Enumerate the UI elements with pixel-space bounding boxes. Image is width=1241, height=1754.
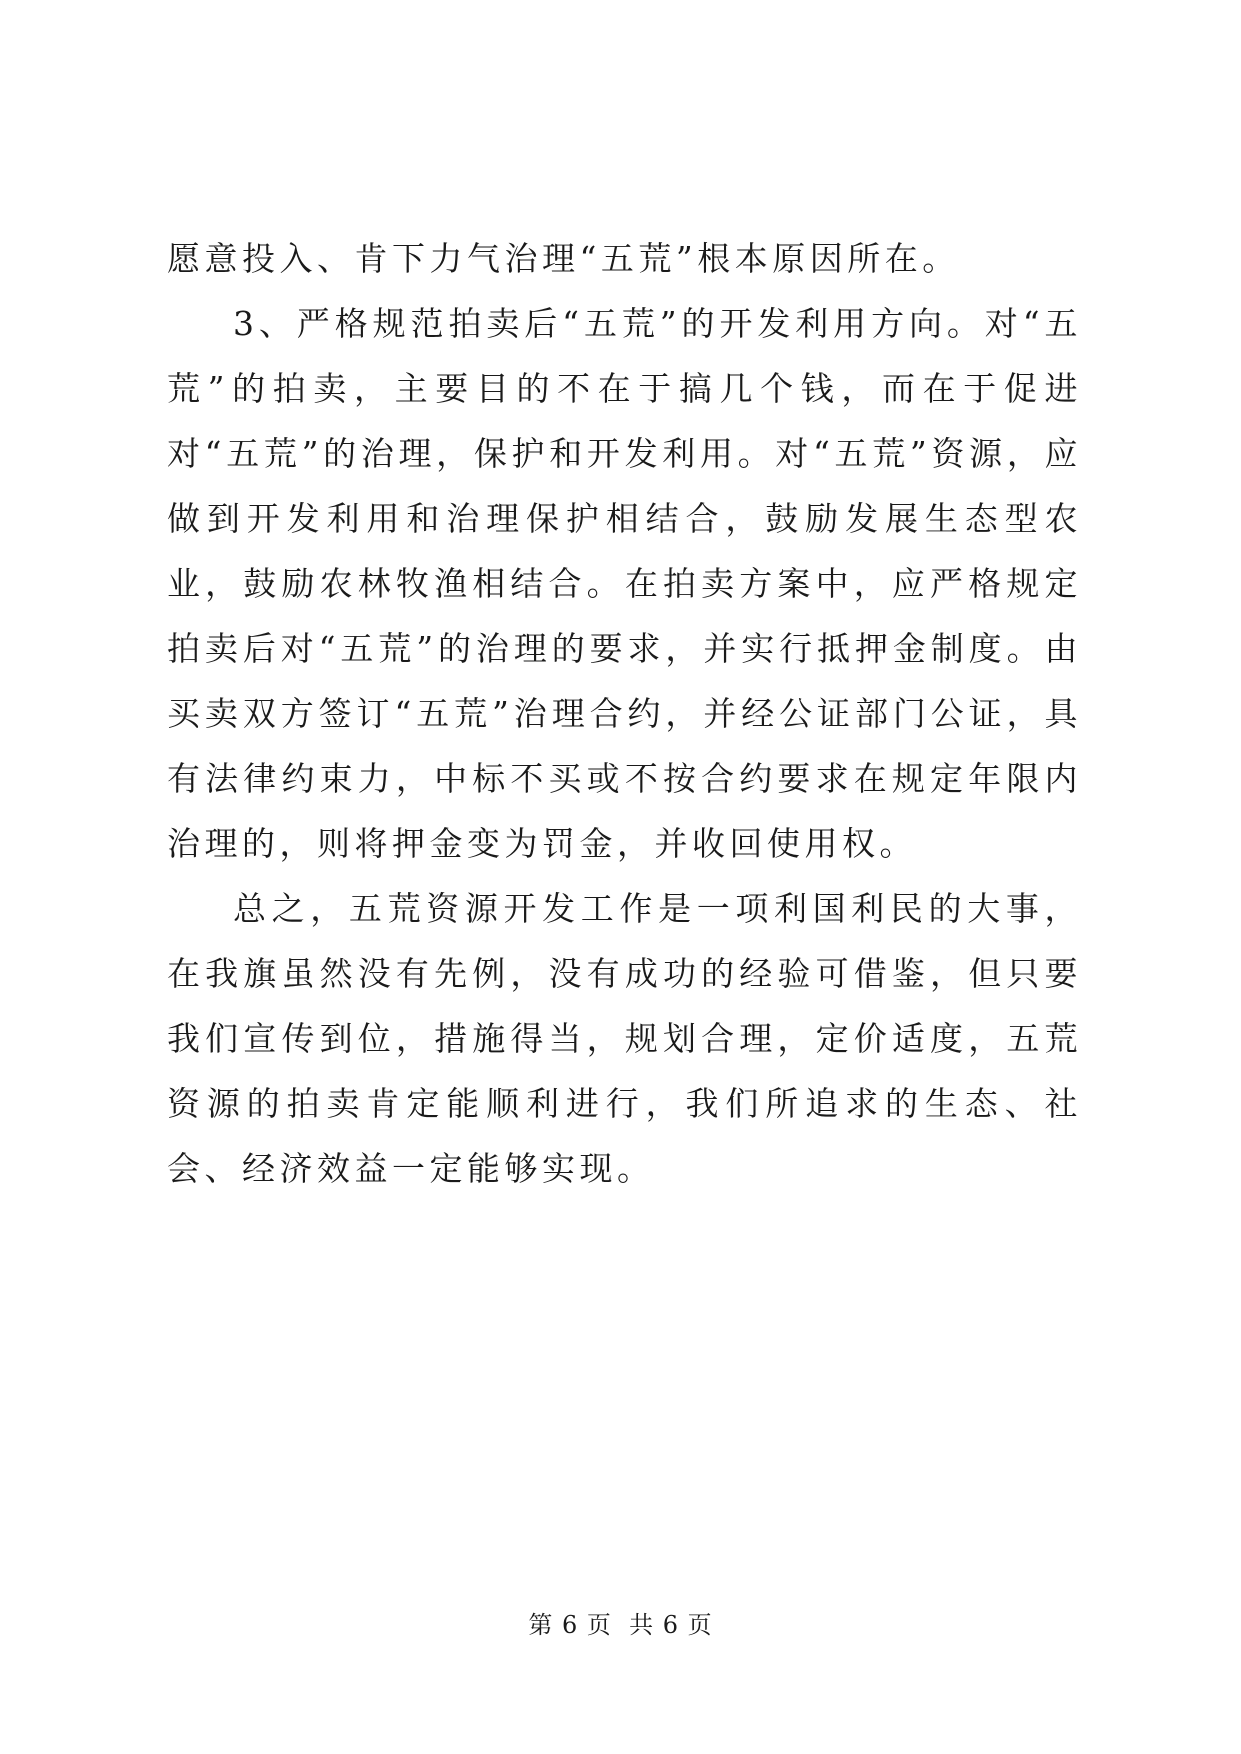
paragraph-item-3: 3、严格规范拍卖后“五荒”的开发利用方向。对“五荒”的拍卖，主要目的不在于搞几个钱，而在于促进对“五荒”的治理，保护和开发利用。对“五荒”资源，应做到开发利用和治理保护相结合，鼓励发展生态型农业，鼓励农林牧渔相结合。在拍卖方案中，应严格规定拍卖后对“五荒”的治理的要求，并实行抵押金制度。由买卖双方签订“五荒”治理合约，并经公证部门公证，具有法律约束力，中标不买或不按合约要求在规定年限内治理的，则将押金变为罚金，并收回使用权。 xyxy=(167,304,1082,863)
document-body xyxy=(167,226,1082,1201)
paragraph-conclusion: 总之，五荒资源开发工作是一项利国利民的大事，在我旗虽然没有先例，没有成功的经验可借鉴，但只要我们宣传到位，措施得当，规划合理，定价适度，五荒资源的拍卖肯定能顺利进行，我们所追求的生态、社会、经济效益一定能够实现。 xyxy=(167,889,1082,1188)
page-footer: 第 6 页 共 6 页 xyxy=(528,1611,713,1639)
paragraph-continuation: 愿意投入、肯下力气治理“五荒”根本原因所在。 xyxy=(167,239,960,278)
